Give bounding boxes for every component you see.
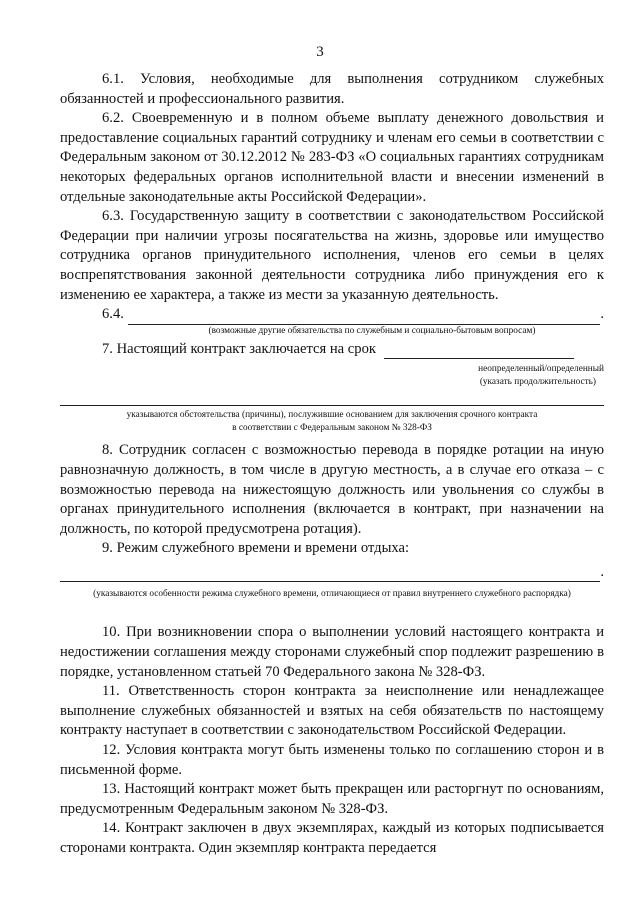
clause-10: 10. При возникновении спора о выполнении условий настоящего контракта и недостижении соглашения между сторонами служебный спор подлежит разрешению в порядке, установленном статьей 70 Федерального закона № 328-ФЗ. — [60, 624, 604, 680]
clause-7-reason-blank[interactable] — [60, 405, 604, 406]
page-number: 3 — [316, 44, 324, 60]
clause-7-reason-hint-1: указываются обстоятельства (причины), послужившие основанием для заключения срочного контракта — [126, 410, 538, 421]
clause-13: 13. Настоящий контракт может быть прекращен или расторгнут по основаниям, предусмотренным Федеральным законом № 328-ФЗ. — [60, 781, 604, 817]
clause-9: 9. Режим служебного времени и времени отдыха: — [102, 540, 410, 557]
clause-7 — [60, 340, 604, 360]
clause-8: 8. Сотрудник согласен с возможностью перевода в порядке ротации на иную равнозначную должность, в том числе в другую местность, а в случае его отказа – с возможностью перевода на нижестоящую должность или увольнения со службы в органах принудительного исполнения (включается в контракт, при назначении на должность, по которой предусмотрена ротация). — [60, 442, 604, 537]
clause-6-4-hint: (возможные другие обязательства по служебным и социально-бытовым вопросам) — [208, 325, 536, 336]
clause-6-3: 6.3. Государственную защиту в соответствии с законодательством Российской Федерации при наличии угрозы посягательства на жизнь, здоровье или имущество сотрудника органов принудительного исполнения, членов его семьи в целях воспрепятствования законной деятельности сотрудника либо принуждения его к изменению ее характера, а также из мести за указанную деятельность. — [60, 208, 604, 303]
clause-7-reason-hint-2: в соответствии с Федеральным законом № 328-ФЗ — [232, 423, 432, 434]
clause-7-term-blank[interactable] — [384, 344, 574, 359]
clause-7-duration-hint: (указать продолжительность) — [479, 377, 596, 388]
clause-6-4-end: . — [600, 306, 604, 323]
clause-11: 11. Ответственность сторон контракта за неисполнение или ненадлежащее выполнение служебных обязанностей и взятых на себя обязательств по настоящему контракту наступает в соответствии с законодательством Российской Федерации. — [60, 683, 604, 739]
clause-14: 14. Контракт заключен в двух экземплярах, каждый из которых подписывается сторонами контракта. Один экземпляр контракта передается — [60, 820, 604, 856]
clause-6-4-label: 6.4. — [102, 306, 124, 323]
clause-6-1: 6.1. Условия, необходимые для выполнения сотрудником служебных обязанностей и профессионального развития. — [60, 71, 604, 107]
clause-9-hint: (указываются особенности режима служебного времени, отличающиеся от правил внутреннего служебного распорядка) — [93, 589, 571, 600]
clause-6-4-blank[interactable] — [128, 310, 600, 325]
clause-9-line — [60, 563, 604, 583]
clause-12: 12. Условия контракта могут быть изменены только по соглашению сторон и в письменной форме. — [60, 742, 604, 778]
clause-9-blank[interactable] — [60, 567, 600, 582]
clause-7-label: 7. Настоящий контракт заключается на срок — [102, 340, 376, 357]
document-body — [60, 70, 604, 859]
clause-7-term-hint: неопределенный/определенный — [478, 364, 604, 375]
clause-6-4 — [60, 305, 604, 325]
clause-6-2: 6.2. Своевременную и в полном объеме выплату денежного довольствия и предоставление социальных гарантий сотруднику и членам его семьи в соответствии с Федеральным законом от 30.12.2012 № 283-ФЗ «О социальных гарантиях сотрудникам некоторых федеральных органов исполнительной власти и внесении изменений в отдельные законодательные акты Российской Федерации». — [60, 110, 604, 205]
clause-9-end: . — [600, 563, 604, 580]
